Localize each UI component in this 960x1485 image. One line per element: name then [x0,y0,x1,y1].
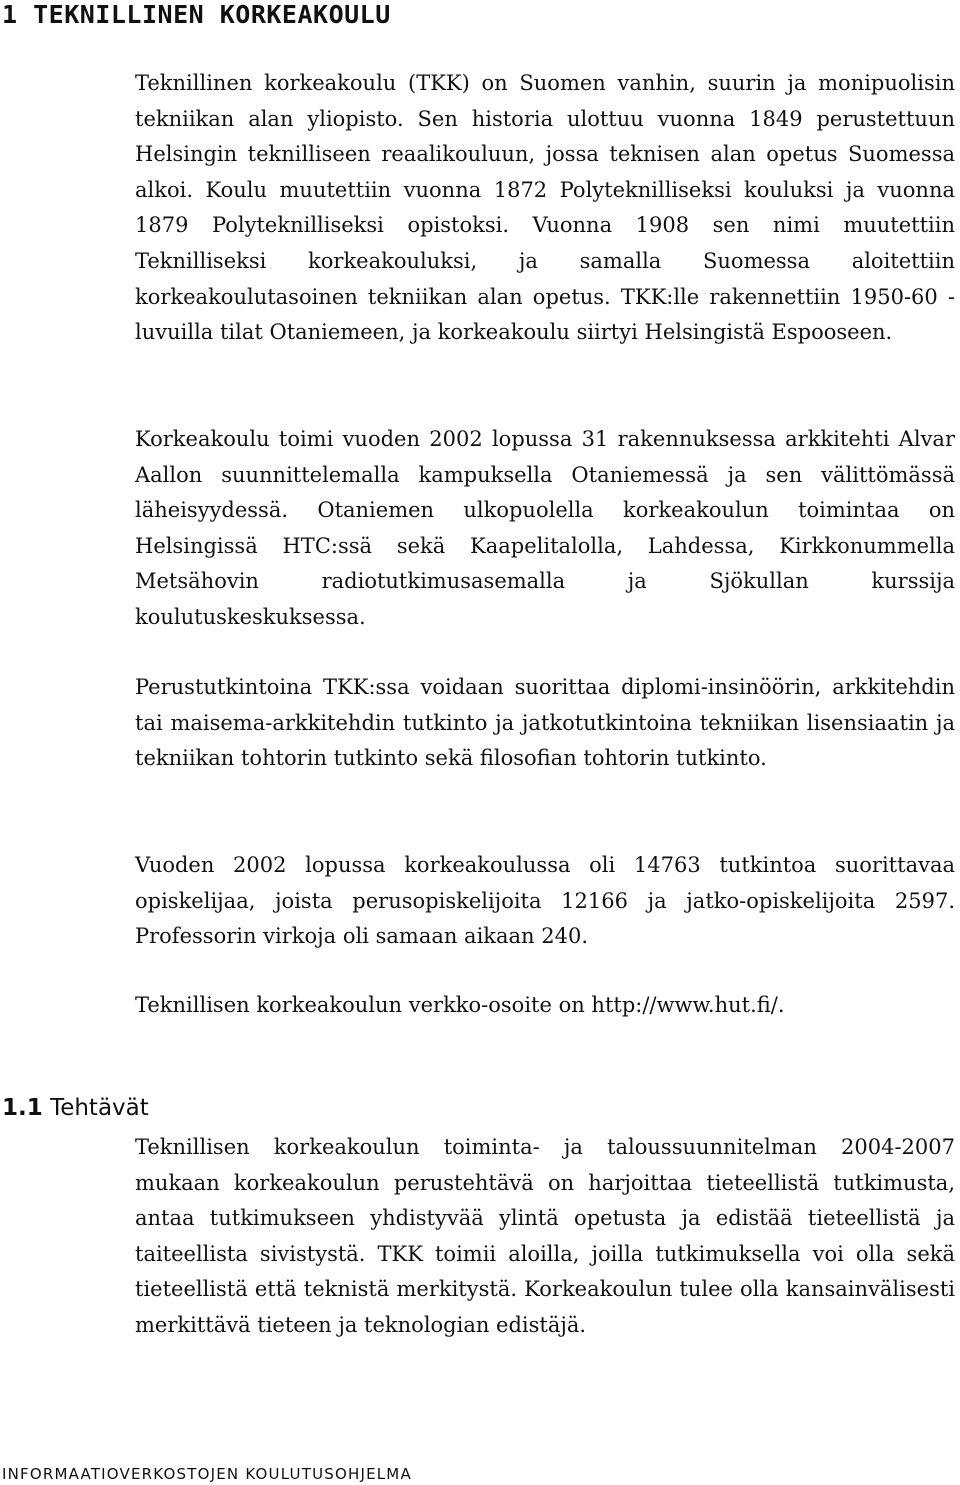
paragraph-campus: Korkeakoulu toimi vuoden 2002 lopussa 31 rakennuksessa arkkitehti Alvar Aallon suunnittelemalla kampuksella Otaniemessä ja sen välittömässä läheisyydessä. Otaniemen ulkopuolella korkeakoulun toimintaa on Helsingissä HTC:ssä sekä Kaapelitalolla, Lahdessa, Kirkkonummella Metsähovin radiotutkimusasemalla ja Sjökullan kurssija koulutuskeskuksessa. [135,427,955,629]
page-footer: INFORMAATIOVERKOSTOJEN KOULUTUSOHJELMA [2,1465,412,1483]
paragraph-web-address: Teknillisen korkeakoulun verkko-osoite on http://www.hut.fi/. [135,993,785,1017]
paragraph-statistics: Vuoden 2002 lopussa korkeakoulussa oli 14763 tutkintoa suorittavaa opiskelijaa, joista perusopiskelijoita 12166 ja jatko-opiskelijoita 2597. Professorin virkoja oli samaan aikaan 240. [135,853,955,949]
paragraph-degrees: Perustutkintoina TKK:ssa voidaan suorittaa diplomi-insinöörin, arkkitehdin tai maisema-arkkitehdin tutkinto ja jatkotutkintoina tekniikan lisensiaatin ja tekniikan tohtorin tutkinto sekä filosofian tohtorin tutkinto. [135,675,955,771]
paragraph-history: Teknillinen korkeakoulu (TKK) on Suomen vanhin, suurin ja monipuolisin tekniikan alan yliopisto. Sen historia ulottuu vuonna 1849 perustettuun Helsingin teknilliseen reaalikouluun, jossa teknisen alan opetus Suomessa alkoi. Koulu muutettiin vuonna 1872 Polyteknilliseksi kouluksi ja vuonna 1879 Polyteknilliseksi opistoksi. Vuonna 1908 sen nimi muutettiin Teknilliseksi korkeakouluksi, ja samalla Suomessa aloitettiin korkeakoulutasoinen tekniikan alan opetus. TKK:lle rakennettiin 1950-60 -luvuilla tilat Otaniemeen, ja korkeakoulu siirtyi Helsingistä Espooseen. [135,71,955,345]
section-heading [2,1093,149,1123]
paragraph-tasks: Teknillisen korkeakoulun toiminta- ja taloussuunnitelman 2004-2007 mukaan korkeakoulun perustehtävä on harjoittaa tieteellistä tutkimusta, antaa tutkimukseen yhdistyvää ylintä opetusta ja edistää tieteellistä ja taiteellista sivistystä. TKK toimii aloilla, joilla tutkimuksella voi olla sekä tieteellistä että teknistä merkitystä. Korkeakoulun tulee olla kansainvälisesti merkittävä tieteen ja teknologian edistäjä. [135,1135,955,1337]
chapter-title: 1 TEKNILLINEN KORKEAKOULU [2,0,391,29]
section-number: 1.1 [2,1095,43,1121]
section-title: Tehtävät [50,1095,149,1121]
